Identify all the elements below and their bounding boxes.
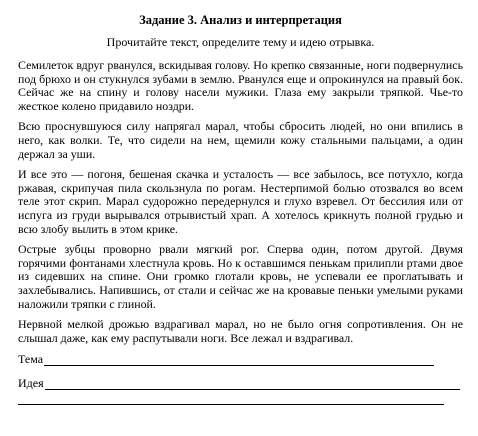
- tema-answer-row: [18, 352, 463, 366]
- task-title: Задание 3. Анализ и интерпретация: [139, 13, 342, 27]
- ideya-answer-row: [18, 376, 463, 390]
- ideya-label: Идея: [18, 376, 44, 391]
- text-paragraph-3: И все это — погоня, бешеная скачка и усталость — все забылось, все потухло, когда ржавая, скрипучая пила скользнула по рогам. Нестерпимой болью отозвался во всем теле этот скрип. Марал судорожно передернулся и глухо взревел. От бессилия или от испуга из груди вырывался отрывистый храп. А хотелось крикнуть полной грудью и всю злобу вылить в этом крике.: [18, 167, 463, 236]
- tema-label: Тема: [18, 352, 44, 367]
- text-paragraph-5: Нервной мелкой дрожью вздрагивал марал, но не было огня сопротивления. Он не слышал даже, как ему распутывали ноги. Все лежал и вздрагивал.: [18, 317, 463, 345]
- ideya-answer-continuation-line[interactable]: [18, 403, 444, 405]
- task-instruction: Прочитайте текст, определите тему и идею отрывка.: [106, 35, 375, 49]
- tema-answer-blank[interactable]: [44, 354, 434, 366]
- text-paragraph-2: Всю проснувшуюся силу напрягал марал, чтобы сбросить людей, но они впились в него, как волки. Те, что сидели на нем, щемили кожу стальными пальцами, а один держал за уши.: [18, 119, 463, 161]
- text-paragraph-4: Острые зубцы проворно рвали мягкий рог. Сперва один, потом другой. Двумя горячими фонтанами хлестнула кровь. Но к оставшимся пенькам прилипли ртами двое из сидевших на спине. Они громко глотали кровь, не успевали ее проглатывать и захлебывались. Напившись, от стали и сейчас же на кровавые пеньки умелыми руками наложили тряпки с глиной.: [18, 242, 463, 311]
- text-paragraph-1: Семилеток вдруг рванулся, вскидывая голову. Но крепко связанные, ноги подвернулись под брюхо и он стукнулся зубами в землю. Рванулся еще и опрокинулся на правый бок. Сейчас же на спину и голову насели мужики. Глаза ему закрыли тряпкой. Чье-то жесткое колено придавило ноздри.: [18, 58, 463, 113]
- ideya-answer-blank[interactable]: [45, 378, 460, 390]
